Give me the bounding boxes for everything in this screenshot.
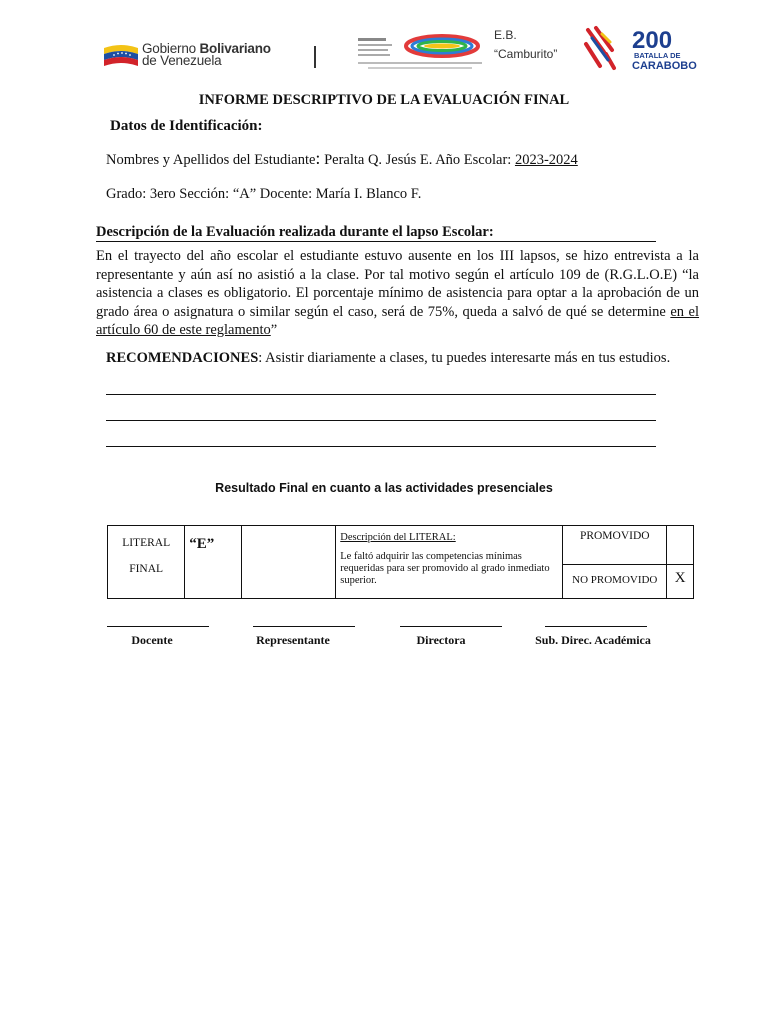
promoted-label: PROMOVIDO xyxy=(563,526,667,565)
result-table xyxy=(107,525,694,599)
grade-line xyxy=(106,186,421,203)
signature-label-directora: Directora xyxy=(416,633,466,647)
description-text: En el trayecto del año escolar el estudiante estuvo ausente en los III lapsos, se hizo entrevista a la representante y aún así no asistió a la clase. Por tal motivo según el artículo 109 de (R.G.L.O.E) “la asistencia a clases es obligatorio. El porcentaje mínimo de asistencia para optar a la aprobación de un grado área o asignatura o similar según el caso, será de 75%, queda a salvó de qué se determine xyxy=(96,248,699,320)
literal-description-header: Descripción del LITERAL: xyxy=(340,532,456,543)
gobierno-bolivariano-logo xyxy=(104,40,320,72)
student-line xyxy=(106,148,578,169)
promoted-checkbox xyxy=(667,526,694,565)
literal-description-cell xyxy=(336,526,563,599)
recommendations-label: RECOMENDACIONES xyxy=(106,350,259,366)
gov-logo-bold-text: Bolivariano xyxy=(199,41,271,56)
literal-label-cell xyxy=(108,526,185,599)
signature-line-representante xyxy=(253,626,355,627)
blank-line xyxy=(106,446,656,447)
not-promoted-checkbox: X xyxy=(667,565,694,599)
signature-label-subdirector: Sub. Direc. Académica xyxy=(535,633,651,647)
description-heading: Descripción de la Evaluación realizada durante el lapso Escolar: xyxy=(96,224,656,242)
logo-separator xyxy=(314,46,316,68)
signature-label-docente: Docente xyxy=(131,633,173,647)
identification-heading: Datos de Identificación: xyxy=(110,118,263,134)
signature-label-representante: Representante xyxy=(256,633,330,647)
empty-cell xyxy=(241,526,336,599)
teacher-name: María I. Blanco F. xyxy=(315,186,422,202)
grade-section-text: Grado: 3ero Sección: “A” Docente: xyxy=(106,186,316,202)
literal-label: LITERAL xyxy=(122,537,171,549)
blank-line xyxy=(106,394,656,395)
bicentenario-carabobo: CARABOBO xyxy=(632,60,697,72)
grade-cell: “E” xyxy=(185,526,241,599)
ministerio-educacion-logo xyxy=(358,30,482,74)
bicentenario-battle: BATALLA DE xyxy=(634,51,681,60)
bicentenario-number: 200 xyxy=(632,27,673,54)
venezuela-flag-icon xyxy=(104,44,138,68)
report-title: INFORME DESCRIPTIVO DE LA EVALUACIÓN FINAL xyxy=(198,92,570,108)
signature-line-subdirector xyxy=(545,626,647,627)
not-promoted-label: NO PROMOVIDO xyxy=(563,565,667,599)
gov-logo-regular-text: Gobierno xyxy=(142,41,200,56)
result-heading: Resultado Final en cuanto a las actividades presenciales xyxy=(215,481,553,495)
gov-logo-country-text: de Venezuela xyxy=(142,53,222,68)
blank-line xyxy=(106,420,656,421)
student-label: Nombres y Apellidos del Estudiante xyxy=(106,152,316,168)
signature-line-docente xyxy=(107,626,209,627)
literal-description-text: Le faltó adquirir las competencias mínimas requeridas para ser promovido al grado inmediato superior. xyxy=(340,551,550,586)
student-colon: : xyxy=(315,148,321,168)
description-paragraph xyxy=(96,247,699,340)
recommendations-text: : Asistir diariamente a clases, tu puedes interesarte más en tus estudios. xyxy=(258,350,671,366)
school-year: 2023-2024 xyxy=(514,152,578,168)
signature-line-directora xyxy=(400,626,502,627)
student-name: Peralta Q. Jesús E. Año Escolar: xyxy=(320,152,515,168)
description-last-line: en el artículo 60 de este reglamento xyxy=(96,303,700,338)
bicentenario-carabobo-logo xyxy=(584,24,697,72)
school-title: “Camburito” xyxy=(494,47,558,61)
school-name xyxy=(494,26,557,64)
final-label: FINAL xyxy=(129,563,164,575)
recommendations-line xyxy=(106,350,670,367)
school-type: E.B. xyxy=(494,28,517,42)
description-close-quote: ” xyxy=(270,322,278,338)
